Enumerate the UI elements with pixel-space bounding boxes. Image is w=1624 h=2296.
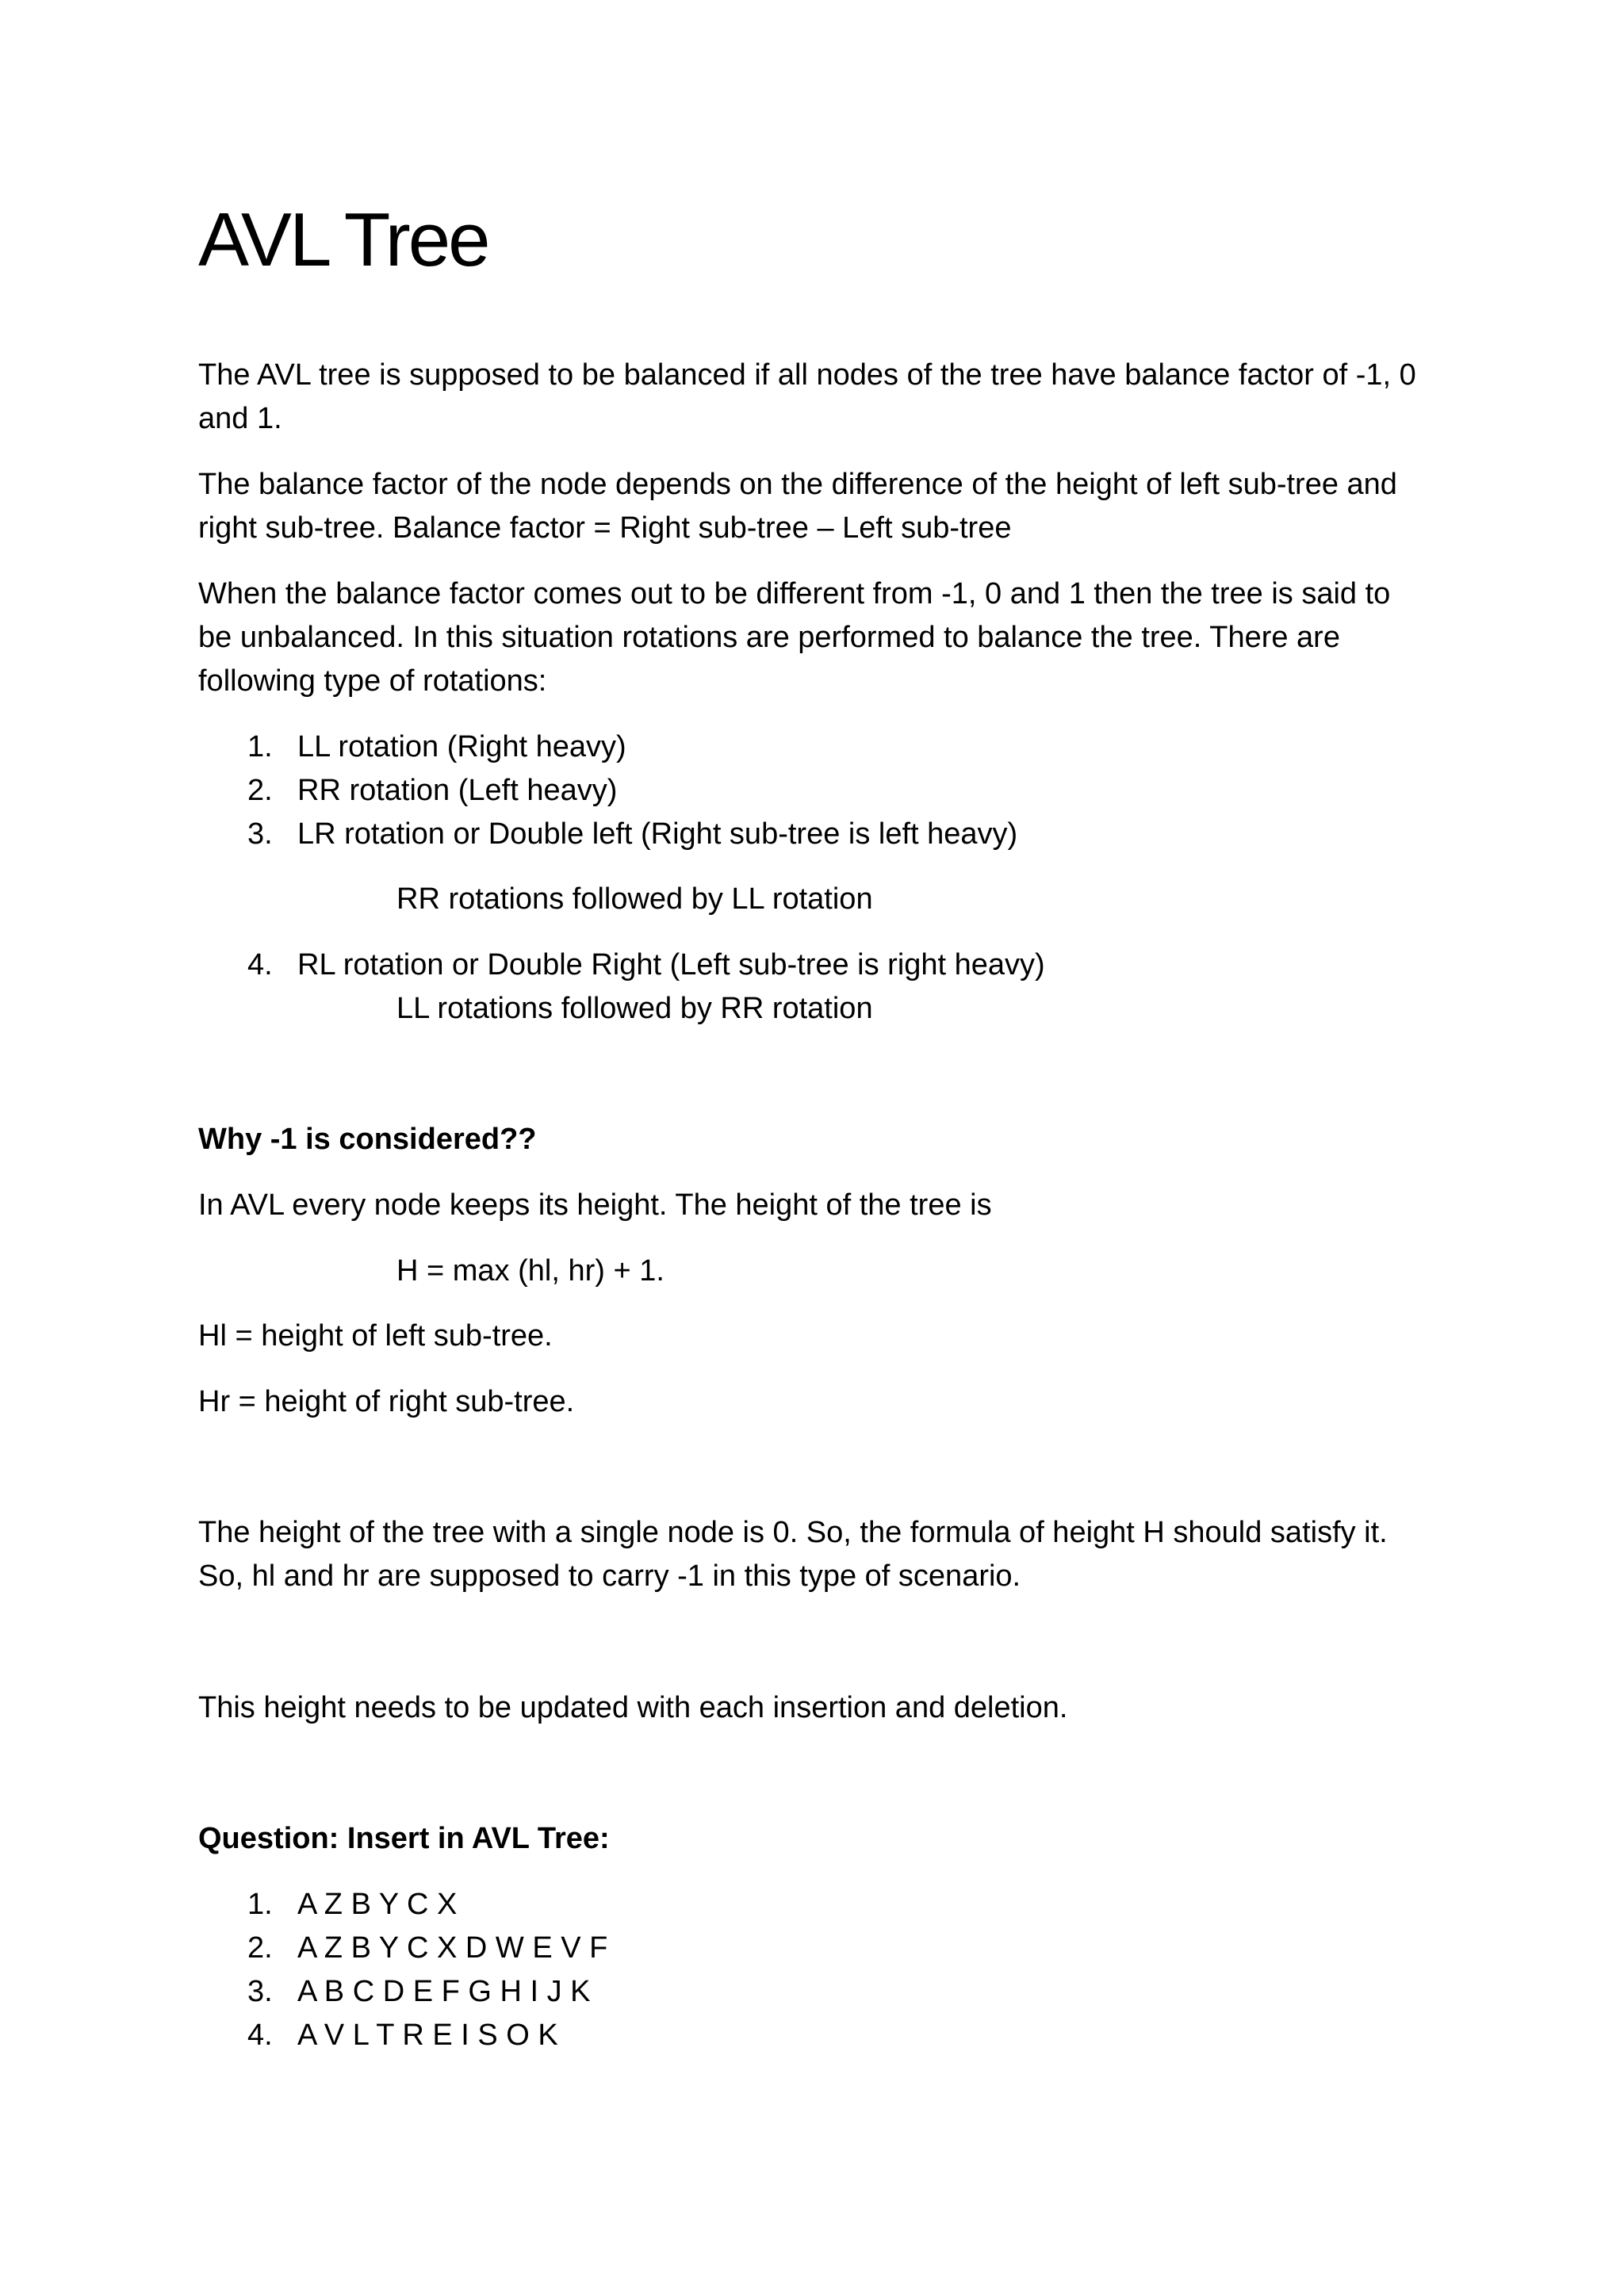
rotation-item-3: LR rotation or Double left (Right sub-tree is left heavy): [297, 817, 1018, 851]
rotation-num-1: 1.: [247, 730, 273, 763]
question-item-1: A Z B Y C X: [297, 1888, 458, 1921]
para-4-line-1: The height of the tree with a single node is 0. So, the formula of height H should satisfy it.: [198, 1516, 1388, 1549]
question-item-2: A Z B Y C X D W E V F: [297, 1931, 608, 1965]
rotation-num-4: 4.: [247, 948, 273, 982]
para-3-line-3: following type of rotations:: [198, 664, 547, 698]
question-num-4: 4.: [247, 2019, 273, 2052]
para-1-line-2: and 1.: [198, 402, 282, 435]
hl-definition: Hl = height of left sub-tree.: [198, 1319, 553, 1353]
question-num-3: 3.: [247, 1975, 273, 2008]
rotation-item-1: LL rotation (Right heavy): [297, 730, 626, 763]
why-line: In AVL every node keeps its height. The height of the tree is: [198, 1188, 992, 1222]
para-2-line-2: right sub-tree. Balance factor = Right sub-tree – Left sub-tree: [198, 511, 1012, 545]
question-num-1: 1.: [247, 1888, 273, 1921]
page-title: AVL Tree: [198, 197, 488, 282]
para-3-line-2: be unbalanced. In this situation rotations are performed to balance the tree. There are: [198, 621, 1340, 654]
rotation-item-4: RL rotation or Double Right (Left sub-tree is right heavy): [297, 948, 1045, 982]
rotation-3-note: RR rotations followed by LL rotation: [396, 882, 873, 916]
para-1-line-1: The AVL tree is supposed to be balanced if all nodes of the tree have balance factor of -1, 0: [198, 358, 1416, 392]
para-3-line-1: When the balance factor comes out to be different from -1, 0 and 1 then the tree is said to: [198, 577, 1391, 610]
question-item-4: A V L T R E I S O K: [297, 2019, 558, 2052]
rotation-item-2: RR rotation (Left heavy): [297, 774, 618, 807]
hr-definition: Hr = height of right sub-tree.: [198, 1385, 575, 1418]
question-item-3: A B C D E F G H I J K: [297, 1975, 591, 2008]
height-formula: H = max (hl, hr) + 1.: [396, 1254, 665, 1288]
para-4-line-2: So, hl and hr are supposed to carry -1 in this type of scenario.: [198, 1559, 1021, 1593]
rotation-num-2: 2.: [247, 774, 273, 807]
rotation-num-3: 3.: [247, 817, 273, 851]
why-heading: Why -1 is considered??: [198, 1123, 537, 1156]
para-5: This height needs to be updated with each insertion and deletion.: [198, 1691, 1068, 1724]
para-2-line-1: The balance factor of the node depends on the difference of the height of left sub-tree and: [198, 468, 1397, 501]
rotation-4-note: LL rotations followed by RR rotation: [396, 992, 873, 1025]
question-heading: Question: Insert in AVL Tree:: [198, 1822, 610, 1855]
question-num-2: 2.: [247, 1931, 273, 1965]
